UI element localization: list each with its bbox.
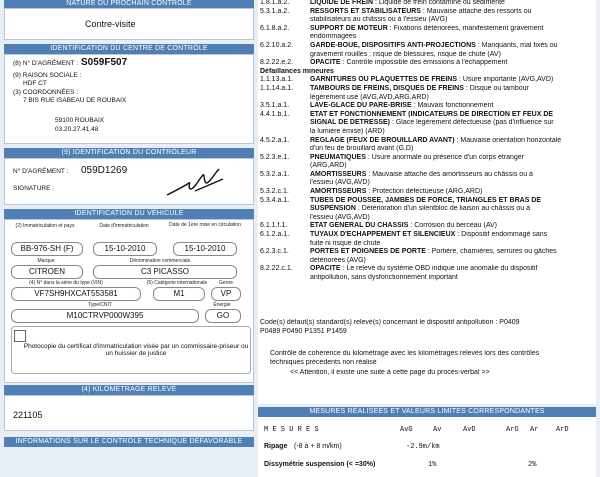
defaillance-title: GARDE-BOUE, DISPOSITIFS ANTI-PROJECTIONS (310, 41, 476, 49)
genre-field: VP (211, 287, 241, 301)
defaillance-line (260, 8, 594, 17)
defaillance-title: OPACITÉ (310, 265, 341, 273)
defaillance-title: TUBES DE POUSSÉE, JAMBES DE FORCE, TRIANGLES ET BRAS DE (310, 196, 542, 204)
defaillance-line (260, 68, 594, 77)
defaillance-line (260, 111, 594, 120)
defaillance-line (260, 222, 594, 231)
defaillance-desc: : Le relevé du système OBD indique une anomalie du dispositif (340, 265, 538, 273)
right-column (258, 0, 596, 477)
raison-value: HDF CT (23, 80, 47, 87)
defaillance-line (260, 137, 594, 146)
defaillance-code: 5.3.2.c.1. (260, 188, 289, 196)
date-immat-field: 15-10-2010 (93, 242, 157, 256)
defaillance-line (260, 119, 594, 128)
immat-field: BB-976-SH (F) (11, 242, 83, 256)
address-line-1: 7 BIS RUE ISABEAU DE ROUBAIX (23, 97, 127, 104)
defaillance-code: 4.4.1.b.1. (260, 110, 290, 118)
defaillance-desc: : Mauvaise attache des ressorts ou (420, 7, 532, 15)
centre-header: IDENTIFICATION DU CENTRE DE CONTRÔLE (4, 44, 254, 54)
defaillance-line (260, 162, 594, 171)
defaillance-line (260, 94, 594, 103)
prochain-value: Contre-visite (85, 19, 136, 29)
defaillance-desc: fuite ni risque de chute (310, 239, 381, 247)
defaillance-title: SIGNAL DE DÉTRESSE) (310, 119, 390, 127)
defaillance-line (260, 16, 594, 25)
defaillance-line (260, 179, 594, 188)
defaillance-line (260, 154, 594, 163)
mes-title: M E S U R E S (264, 426, 319, 434)
photocopie-text: Photocopie du certificat d'immatriculation visée par un commissaire-priseur ou un huissier de justice (23, 343, 249, 357)
defaillance-title: PORTES ET POIGNÉES DE PORTE (310, 248, 426, 256)
defaillance-desc: : Usure anormale ou présence d'un corps étranger (365, 153, 525, 161)
defaillance-desc: (ARG,ARD) (310, 162, 347, 170)
codes-text-2: P0489 P0490 P1351 P1459 (260, 328, 347, 335)
defaillance-code: 6.2.3.c.1. (260, 248, 289, 256)
defaillance-line (260, 0, 594, 8)
defaillance-desc: : Fixations détériorées, manifestement gravement (387, 24, 544, 32)
mesures-box (258, 417, 596, 477)
controleur-box (4, 158, 254, 205)
defaillance-code: 5.2.3.e.1. (260, 153, 290, 161)
defaillance-code: 1.1.13.a.1. (260, 76, 294, 84)
defaillance-code: 8.2.22.c.1. (260, 265, 293, 273)
defaillance-code: 4.5.2.a.1. (260, 136, 290, 144)
defaillance-desc: : Contrôle impossible des émissions à l'échappement (340, 59, 508, 67)
defaillance-code: 5.3.2.a.1. (260, 170, 290, 178)
defaillance-code: 5.3.4.a.1. (260, 196, 290, 204)
type-field: M10CTRVP000W395 (11, 309, 199, 323)
defaillance-line (260, 25, 594, 34)
defaillance-code: 6.1.1.f.1. (260, 222, 288, 230)
dissym-ar: 2% (528, 461, 537, 469)
vin-field: VF7SH9HXCAT553581 (11, 287, 141, 301)
defaillance-desc: d'un feu de brouillard avant (G,D) (310, 145, 414, 153)
date-circ-field: 15-10-2010 (173, 242, 237, 256)
defaillance-line (260, 128, 594, 137)
defaillance-code: 1.8.1.a.2. (260, 0, 290, 6)
km-box (4, 395, 254, 431)
defaillance-title: AMORTISSEURS (310, 170, 367, 178)
ripage-label: Ripage (264, 443, 288, 450)
defaillance-desc: antipollution, sans dysfonctionnement important (310, 274, 458, 281)
defaillance-desc: : Mauvaise attache des amortisseurs au châssis ou à (366, 170, 533, 178)
ctrl-agrement-label: N° D'AGRÉMENT : (13, 168, 69, 175)
defaillance-title: RESSORTS ET STABILISATEURS (310, 7, 421, 15)
controleur-header: (9) IDENTIFICATION DU CONTRÔLEUR (4, 148, 254, 158)
defaillance-desc: l'essieu (AVG,AVD) (310, 179, 370, 187)
defaillance-line (260, 214, 594, 223)
defaillance-line (260, 171, 594, 180)
defaillance-desc: : Disque ou tambour (463, 84, 529, 92)
defaillance-line (260, 85, 594, 94)
marque-label: Marque (37, 258, 55, 264)
defaillance-title: OPACITÉ (310, 59, 341, 67)
col-avd: AvD (463, 426, 476, 434)
defaillance-desc: : Détérioration d'un silentbloc de liaison au châssis ou à (355, 205, 531, 213)
agrement-label: (8) N° D'AGRÉMENT : (13, 60, 79, 67)
categorie-field: M1 (153, 287, 205, 301)
prochain-header: NATURE DU PROCHAIN CONTRÔLE (4, 0, 254, 8)
bottom-header: INFORMATIONS SUR LE CONTRÔLE TECHNIQUE DÉFAVORABLE (4, 437, 254, 447)
agrement-value: S059F507 (81, 57, 128, 68)
defaillance-desc: légèrement usé (AVG,AVD,ARG,ARD) (310, 93, 429, 101)
mesures-header: MESURES RÉALISÉES ET VALEURS LIMITES CORRESPONDANTES (258, 407, 596, 417)
ripage-value: -2.9m/km (406, 443, 440, 451)
defaillance-desc: endommagées (310, 33, 357, 41)
col-av: Av (433, 426, 442, 434)
km-value: 221105 (13, 410, 43, 420)
defaillance-code: 3.5.1.a.1. (260, 102, 290, 110)
defaillance-line (260, 42, 594, 51)
date-immat-label: Date d'immatriculation (99, 223, 149, 229)
defaillance-code: 6.1.2.a.1. (260, 231, 290, 239)
attention-text: << Attention, il existe une suite à cette page du procès-verbal >> (290, 369, 490, 376)
defaillance-line (260, 248, 594, 257)
col-ard: ArD (556, 426, 569, 434)
left-column (4, 0, 254, 447)
defaillance-title: LIQUIDE DE FREIN (310, 0, 374, 6)
defaillance-title: TUYAUX D'ÉCHAPPEMENT ET SILENCIEUX (310, 231, 456, 239)
type-label: Type/CNIT (88, 302, 112, 308)
defaillance-code: 1.1.14.a.1. (260, 84, 294, 92)
photocopie-box (11, 326, 251, 374)
defaillance-code: 5.3.1.a.2. (260, 7, 290, 15)
defaillance-desc: gravement rouillés : risque de blessures, risque de chute (AV) (310, 50, 501, 58)
defaillance-code: 6.2.10.a.2. (260, 41, 294, 49)
defaillance-code: 6.1.8.a.2. (260, 24, 290, 32)
defaillance-title: Défaillances mineures (260, 67, 334, 75)
defaillance-line (260, 240, 594, 249)
defaillance-title: SUPPORT DE MOTEUR (310, 24, 388, 32)
vin-label: (4) N° dans la série du type (VIN) (29, 280, 103, 286)
marque-field: CITROEN (11, 265, 83, 279)
categorie-label: (5) Catégorie internationale (146, 280, 208, 286)
vehicule-box (4, 219, 254, 383)
defaillance-line (260, 197, 594, 206)
defaillance-line (260, 51, 594, 60)
ctrl-agrement-value: 059D1269 (81, 165, 128, 176)
date-circ-label: Date de 1ère mise en circulation (169, 222, 241, 228)
defaillance-desc: l'essieu (AVG,AVD) (310, 213, 370, 221)
defaillance-title: TAMBOURS DE FREINS, DISQUES DE FREINS (310, 84, 464, 92)
energie-label: Énergie (213, 302, 231, 308)
denom-field: C3 PICASSO (93, 265, 237, 279)
defaillance-line (260, 145, 594, 154)
defaillance-line (260, 102, 594, 111)
defaillance-desc: : Manquants, mal fixés ou (475, 41, 558, 49)
defaillance-desc: détériorées (AVG) (310, 256, 366, 264)
defaillance-desc: : Corrosion du berceau (AV) (408, 222, 497, 230)
km-header: (4) KILOMÉTRAGE RELEVÉ (4, 385, 254, 395)
defaillance-line (260, 76, 594, 85)
coord-label: (3) COORDONNÉES : (13, 89, 79, 96)
km-check-2: techniques précédents non réalisé (270, 359, 377, 366)
defaillance-desc: stabilisateurs au châssis ou à l'essieu (AVG) (310, 16, 448, 24)
denom-label: Dénomination commerciale (129, 258, 191, 264)
defaillance-line (260, 59, 594, 68)
defaillance-desc: : Glace légèrement défectueuse (pas d'influence sur (390, 119, 554, 127)
defaillance-line (260, 265, 594, 274)
defaillance-desc: : Portière, charnières, serrures ou gâches (425, 248, 557, 256)
dissym-av: 1% (428, 461, 437, 469)
defaillance-code: 8.2.22.e.2. (260, 59, 294, 67)
defaillance-title: ÉTAT ET FONCTIONNEMENT (INDICATEURS DE DIRECTION ET FEUX DE (310, 110, 554, 118)
defaillance-desc: : Protection défectueuse (ARG,ARD) (366, 188, 483, 196)
col-avg: AvG (400, 426, 413, 434)
defaillance-title: AMORTISSEURS (310, 188, 367, 196)
ripage-range: (-8 à + 8 m/km) (294, 443, 342, 450)
defaillance-line (260, 257, 594, 266)
raison-label: (9) RAISON SOCIALE : (13, 72, 82, 79)
defaillance-line (260, 274, 594, 283)
defaillance-desc: la lumière émise) (ARD) (310, 127, 385, 135)
defaillance-line (260, 33, 594, 42)
defaillance-desc: : Dispositif endommagé sans (455, 231, 548, 239)
defaillance-desc: : Mauvais fonctionnement (411, 102, 494, 110)
defaillance-title: ÉTAT GÉNÉRAL DU CHÂSSIS (310, 222, 409, 230)
signature-label: SIGNATURE : (13, 185, 55, 192)
defaillance-desc: : Mauvaise orientation horizontale (454, 136, 562, 144)
dissym-label: Dissymétrie suspension (< =30%) (264, 461, 376, 468)
km-check: Contrôle de cohérence du kilométrage avec les kilométrages relevés lors des contrôles (270, 350, 540, 357)
defaillance-line (260, 231, 594, 240)
centre-box (4, 54, 254, 144)
defaillance-title: SUSPENSION (310, 205, 356, 213)
defaillance-title: RÉGLAGE (FEUX DE BROUILLARD AVANT) (310, 136, 455, 144)
defaillances-list (260, 0, 594, 283)
immat-label: (2) Immatriculation et pays (15, 223, 75, 229)
defaillance-line (260, 188, 594, 197)
signature-image (165, 161, 235, 201)
defaillance-title: PNEUMATIQUES (310, 153, 366, 161)
codes-text: Code(s) défaut(s) standard(s) relevé(s) concernant le dispositif antipollution : P0409 (260, 319, 520, 326)
defaillance-line (260, 205, 594, 214)
phone: 03.20.27.41.48 (55, 126, 99, 133)
prochain-box (4, 8, 254, 40)
genre-label: Genre (219, 280, 233, 286)
col-arg: ArG (506, 426, 519, 434)
col-ar: Ar (530, 426, 539, 434)
defaillance-desc: : Usure importante (AVG,AVD) (457, 76, 554, 84)
defaillances-box (258, 0, 596, 404)
address-line-2: 59100 ROUBAIX (55, 117, 105, 124)
vehicule-header: IDENTIFICATION DU VÉHICULE (4, 209, 254, 219)
defaillance-title: LAVE-GLACE DU PARE-BRISE (310, 102, 412, 110)
energie-field: GO (205, 309, 241, 323)
defaillance-title: GARNITURES OU PLAQUETTES DE FREINS (310, 76, 458, 84)
photocopie-checkbox[interactable] (14, 330, 26, 342)
defaillance-desc: : Liquide de frein contaminé ou sédimenté (373, 0, 505, 6)
